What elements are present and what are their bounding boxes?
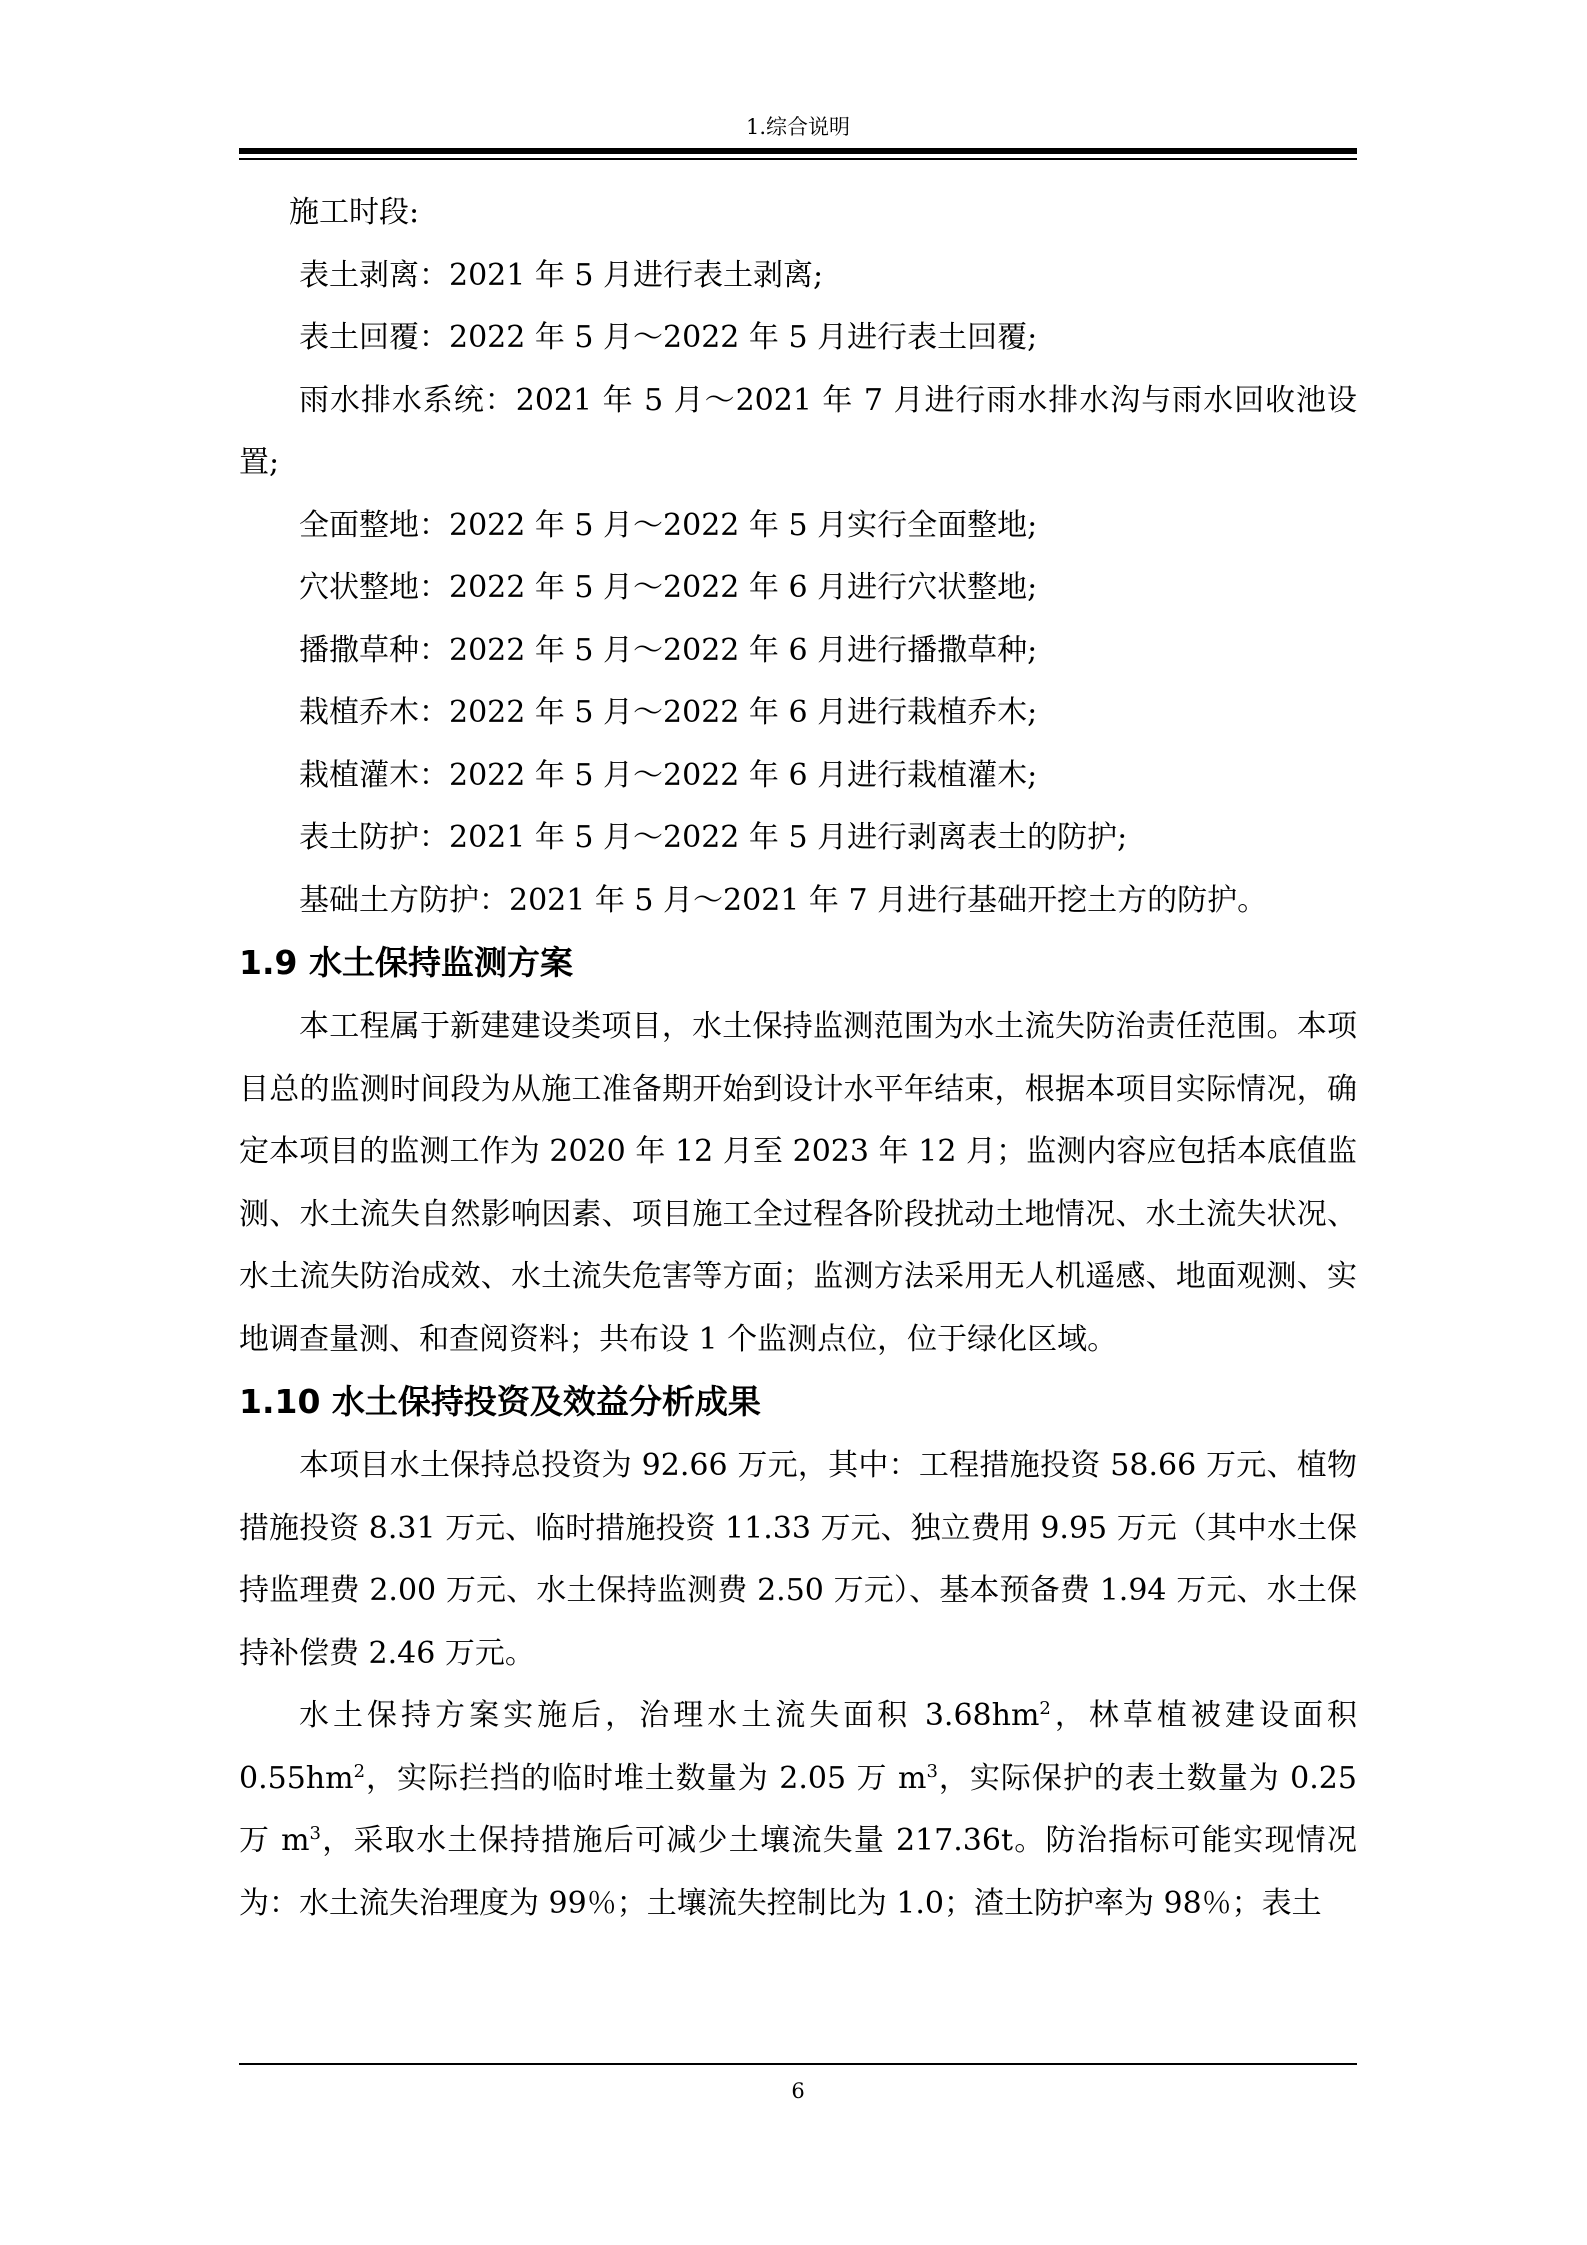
section-heading-1-10: 1.10 水土保持投资及效益分析成果 (239, 1382, 761, 1421)
schedule-item-topsoil-backfill: 表土回覆：2022 年 5 月～2022 年 5 月进行表土回覆; (299, 320, 1038, 355)
section-1-9-paragraph: 本工程属于新建建设类项目，水土保持监测范围为水土流失防治责任范围。本项目总的监测时间段为从施工准备期开始到设计水平年结束，根据本项目实际情况，确定本项目的监测工作为 2020 年 12 月至 2023 年 12 月；监测内容应包括本底值监测、水土流失自然影响因素、项目施工全过程各阶段扰动土地情况、水土流失状况、水土流失防治成效、水土流失危害等方面；监测方法采用无人机遥感、地面观测、实地调查量测、和查阅资料；共布设 1 个监测点位，位于绿化区域。 (239, 1009, 1357, 1357)
benefits-text-2: ，林草植被建设面积 0.55hm (239, 1698, 1357, 1796)
benefits-text-3: ，实际拦挡的临时堆土数量为 2.05 万 m (365, 1760, 927, 1796)
schedule-intro: 施工时段: (289, 195, 420, 230)
page-number: 6 (791, 2079, 805, 2103)
footer-rule (239, 2063, 1357, 2065)
schedule-item-shrub-planting: 栽植灌木：2022 年 5 月～2022 年 6 月进行栽植灌木; (299, 757, 1038, 793)
schedule-item-topsoil-stripping: 表土剥离：2021 年 5 月进行表土剥离; (299, 257, 824, 293)
benefits-text-5: ，采取水土保持措施后可减少土壤流失量 217.36t。防治指标可能实现情况为：水土流失治理度为 99％；土壤流失控制比为 1.0；渣土防护率为 98％；表土 (239, 1823, 1358, 1921)
header-rule-thin (239, 158, 1357, 160)
page-body (239, 182, 1357, 1935)
header-rule-thick (239, 148, 1357, 154)
schedule-item-full-grading: 全面整地：2022 年 5 月～2022 年 5 月实行全面整地; (299, 507, 1038, 543)
section-1-10-paragraph-investment: 本项目水土保持总投资为 92.66 万元，其中：工程措施投资 58.66 万元、植物措施投资 8.31 万元、临时措施投资 11.33 万元、独立费用 9.95 万元（其中水土保持监理费 2.00 万元、水土保持监测费 2.50 万元）、基本预备费 1.94 万元、水土保持补偿费 2.46 万元。 (239, 1448, 1357, 1671)
schedule-item-foundation-earthwork-protection: 基础土方防护：2021 年 5 月～2021 年 7 月进行基础开挖土方的防护。 (299, 882, 1268, 918)
running-header-title: 1.综合说明 (745, 115, 851, 139)
benefits-text-4: ，实际保护的表土数量为 0.25 万 m (239, 1760, 1357, 1858)
schedule-item-topsoil-protection: 表土防护：2021 年 5 月～2022 年 5 月进行剥离表土的防护; (299, 820, 1128, 855)
superscript-2: 2 (1039, 1698, 1051, 1719)
schedule-item-tree-planting: 栽植乔木：2022 年 5 月～2022 年 6 月进行栽植乔木; (299, 695, 1038, 730)
schedule-item-grass-seeding: 播撒草种：2022 年 5 月～2022 年 6 月进行播撒草种; (299, 632, 1038, 668)
superscript-3: 3 (309, 1823, 321, 1844)
superscript-2: 2 (353, 1760, 366, 1782)
section-1-10-paragraph-benefits (239, 1685, 1357, 1935)
schedule-item-pit-grading: 穴状整地：2022 年 5 月～2022 年 6 月进行穴状整地; (299, 570, 1038, 605)
superscript-3: 3 (926, 1760, 938, 1782)
section-heading-1-9: 1.9 水土保持监测方案 (239, 943, 573, 982)
benefits-text-1: 水土保持方案实施后，治理水土流失面积 3.68hm (299, 1698, 1040, 1733)
schedule-item-rainwater-drainage: 雨水排水系统：2021 年 5 月～2021 年 7 月进行雨水排水沟与雨水回收池设置; (239, 382, 1357, 480)
